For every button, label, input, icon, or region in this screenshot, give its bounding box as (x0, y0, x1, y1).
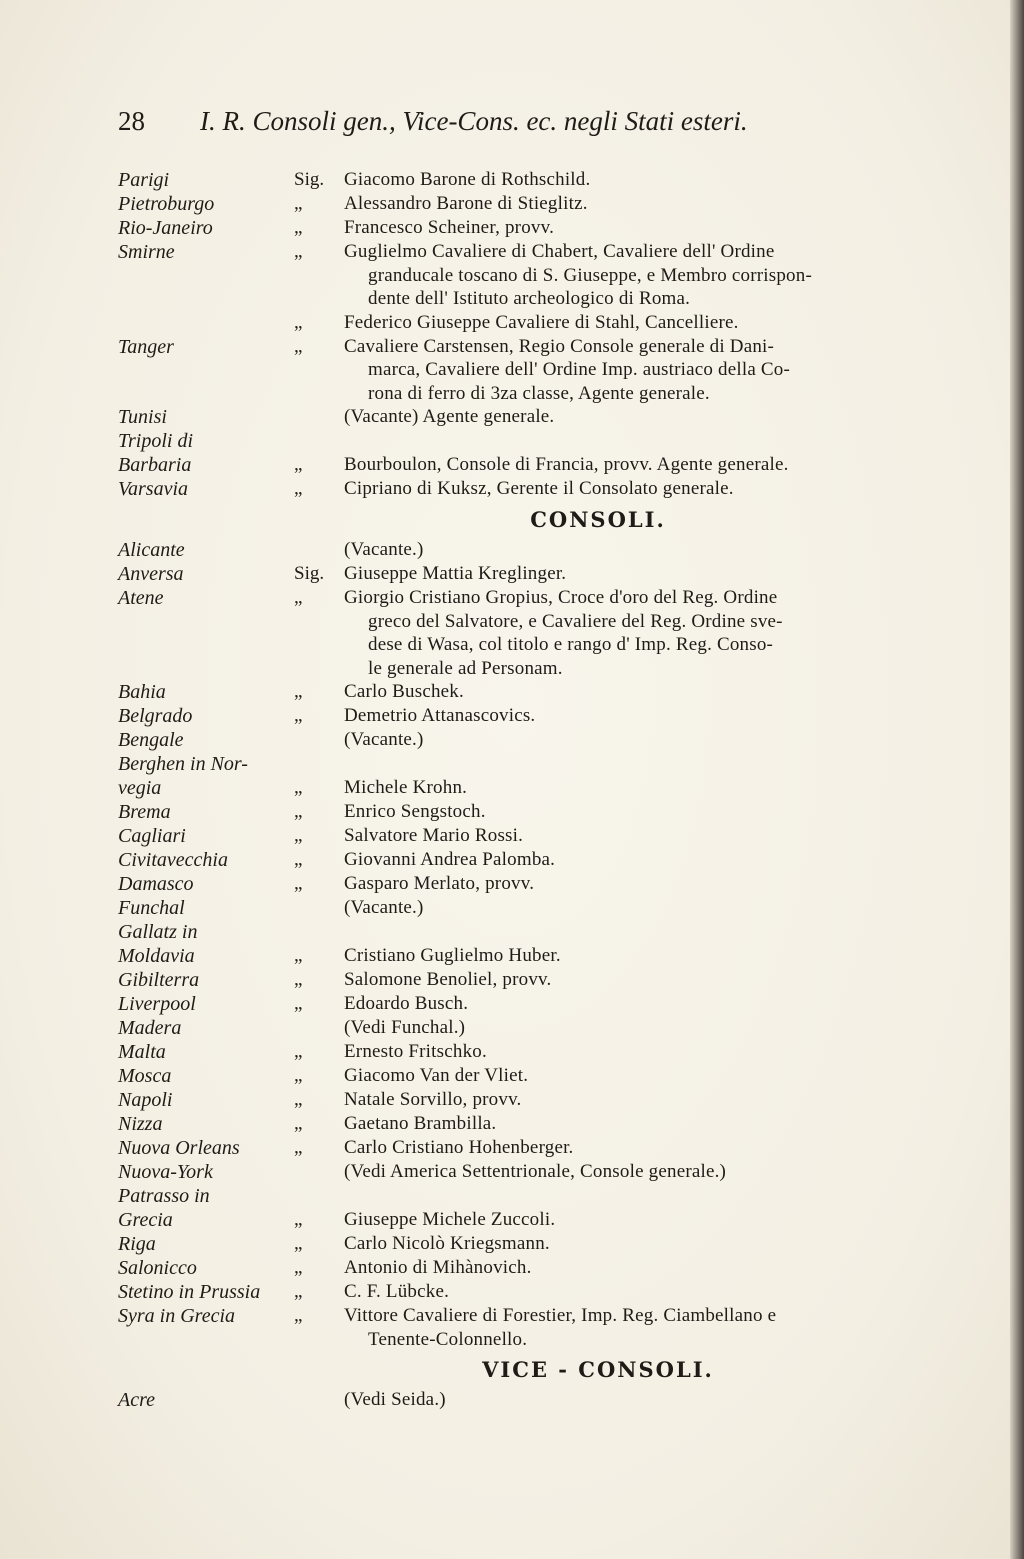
description-line: (Vacante.) (344, 729, 424, 750)
entry-description (344, 240, 944, 311)
running-title: I. R. Consoli gen., Vice-Cons. ec. negli Stati esteri. (200, 106, 748, 136)
ditto-mark: „ (294, 478, 303, 499)
place-name: Barbaria (118, 454, 192, 476)
directory-entry (118, 800, 958, 824)
ditto-mark: „ (294, 1089, 303, 1110)
ditto-mark: „ (294, 587, 303, 608)
entry-description (344, 1160, 944, 1184)
entry-description (344, 1040, 944, 1064)
description-line: C. F. Lübcke. (344, 1281, 450, 1302)
directory-entry (118, 1160, 958, 1184)
entry-description (344, 872, 944, 896)
directory-entry (118, 335, 958, 406)
directory-list (118, 168, 958, 1412)
entry-description (344, 311, 944, 335)
description-line: Giacomo Van der Vliet. (344, 1065, 529, 1086)
place-name: Pietroburgo (118, 193, 215, 215)
place-name: Nizza (118, 1113, 163, 1135)
entry-description (344, 1304, 944, 1351)
description-line: Natale Sorvillo, provv. (344, 1089, 522, 1110)
ditto-mark: „ (294, 969, 303, 990)
entry-description (344, 704, 944, 728)
directory-entry (118, 1112, 958, 1136)
directory-entry (118, 896, 958, 920)
ditto-mark: „ (294, 1137, 303, 1158)
directory-entry (118, 477, 958, 501)
place-name: Damasco (118, 873, 194, 895)
description-line: (Vedi America Settentrionale, Console generale.) (344, 1161, 727, 1182)
description-line: greco del Salvatore, e Cavaliere del Reg. Ordine sve- (368, 610, 783, 632)
entry-description (344, 728, 944, 752)
directory-entry (118, 311, 958, 335)
place-name: Acre (118, 1389, 156, 1411)
directory-entry (118, 405, 958, 429)
description-line (344, 920, 944, 944)
ditto-mark: „ (294, 1041, 303, 1062)
description-line: Ernesto Fritschko. (344, 1041, 487, 1062)
directory-entry (118, 920, 958, 944)
entry-description (344, 992, 944, 1016)
description-line: Enrico Sengstoch. (344, 801, 486, 822)
page-number: 28 (118, 106, 145, 136)
entry-description (344, 453, 944, 477)
description-line (344, 429, 944, 453)
description-line: Giuseppe Mattia Kreglinger. (344, 563, 567, 584)
ditto-mark: „ (294, 1257, 303, 1278)
entry-description (344, 405, 944, 429)
directory-entry (118, 1256, 958, 1280)
description-line: Francesco Scheiner, provv. (344, 217, 555, 238)
ditto-mark: Sig. (294, 169, 325, 190)
entry-description (344, 562, 944, 586)
description-line: Bourboulon, Console di Francia, provv. Agente generale. (344, 454, 789, 475)
ditto-mark: „ (294, 873, 303, 894)
place-name: Smirne (118, 241, 175, 263)
directory-entry (118, 538, 958, 562)
entry-description (344, 477, 944, 501)
place-name: Varsavia (118, 478, 188, 500)
description-line: rona di ferro di 3za classe, Agente generale. (368, 382, 710, 404)
place-name: Civitavecchia (118, 849, 228, 871)
ditto-mark: „ (294, 193, 303, 214)
place-name: Liverpool (118, 993, 196, 1015)
description-line: Cavaliere Carstensen, Regio Console generale di Dani- (344, 335, 775, 357)
section-title: VICE - CONSOLI. (482, 1357, 714, 1382)
description-line: dese di Wasa, col titolo e rango d' Imp. Reg. Conso- (368, 634, 774, 655)
directory-entry (118, 1064, 958, 1088)
directory-entry (118, 192, 958, 216)
entry-description (344, 968, 944, 992)
entry-description (344, 429, 944, 453)
directory-entry (118, 216, 958, 240)
entry-description (344, 168, 944, 192)
place-name: Malta (118, 1041, 166, 1063)
place-name: Patrasso in (118, 1185, 210, 1207)
ditto-mark: „ (294, 1065, 303, 1086)
entry-description (344, 1388, 944, 1412)
ditto-mark: „ (294, 1281, 303, 1302)
entry-description (344, 1136, 944, 1160)
description-line: Salomone Benoliel, provv. (344, 969, 552, 990)
place-name: Bahia (118, 681, 166, 703)
place-name: Grecia (118, 1209, 173, 1231)
description-line: Antonio di Mihànovich. (344, 1257, 532, 1278)
directory-entry (118, 453, 958, 477)
directory-entry (118, 168, 958, 192)
description-line: Giorgio Cristiano Gropius, Croce d'oro del Reg. Ordine (344, 587, 778, 608)
place-name: Funchal (118, 897, 185, 919)
place-name: Alicante (118, 539, 185, 561)
entry-description (344, 1064, 944, 1088)
page-header (118, 106, 878, 146)
entry-description (344, 800, 944, 824)
description-line: Salvatore Mario Rossi. (344, 825, 524, 846)
description-line: (Vacante) Agente generale. (344, 406, 555, 427)
entry-description (344, 896, 944, 920)
entry-description (344, 680, 944, 704)
ditto-mark: Sig. (294, 563, 325, 584)
ditto-mark: „ (294, 454, 303, 475)
place-name: Gibilterra (118, 969, 200, 991)
entry-description (344, 1184, 944, 1208)
description-line: Federico Giuseppe Cavaliere di Stahl, Cancelliere. (344, 311, 739, 333)
description-line: (Vedi Funchal.) (344, 1017, 466, 1038)
entry-description (344, 586, 944, 680)
entry-description (344, 824, 944, 848)
description-line: Tenente-Colonnello. (368, 1328, 528, 1350)
description-line: (Vacante.) (344, 539, 424, 560)
place-name: Berghen in Nor- (118, 753, 248, 775)
ditto-mark: „ (294, 1233, 303, 1254)
place-name: Parigi (118, 169, 170, 191)
place-name: Gallatz in (118, 921, 198, 943)
place-name: Nuova Orleans (118, 1137, 240, 1159)
ditto-mark: „ (294, 1113, 303, 1134)
entry-description (344, 944, 944, 968)
place-name: Moldavia (118, 945, 195, 967)
entry-description (344, 1112, 944, 1136)
description-line: Cipriano di Kuksz, Gerente il Consolato generale. (344, 478, 734, 499)
place-name: Brema (118, 801, 171, 823)
entry-description (344, 776, 944, 800)
description-line: marca, Cavaliere dell' Ordine Imp. austriaco della Co- (368, 359, 791, 380)
place-name: Tanger (118, 335, 174, 358)
page-edge-shadow (1010, 0, 1024, 1559)
description-line: Alessandro Barone di Stieglitz. (344, 193, 588, 214)
ditto-mark: „ (294, 335, 303, 357)
place-name: Nuova-York (118, 1161, 213, 1183)
entry-description (344, 216, 944, 240)
description-line: Gasparo Merlato, provv. (344, 873, 535, 894)
ditto-mark: „ (294, 993, 303, 1014)
ditto-mark: „ (294, 945, 303, 966)
place-name: Syra in Grecia (118, 1305, 236, 1327)
entry-description (344, 1088, 944, 1112)
entry-description (344, 1016, 944, 1040)
place-name: Stetino in Prussia (118, 1281, 261, 1303)
directory-entry (118, 586, 958, 680)
ditto-mark: „ (294, 311, 303, 333)
place-name: Anversa (118, 563, 184, 585)
description-line: Guglielmo Cavaliere di Chabert, Cavaliere dell' Ordine (344, 241, 775, 262)
section-title: CONSOLI. (530, 507, 666, 532)
directory-entry (118, 429, 958, 453)
description-line: Carlo Cristiano Hohenberger. (344, 1137, 574, 1158)
place-name: Bengale (118, 729, 184, 751)
place-name: Cagliari (118, 825, 186, 847)
ditto-mark: „ (294, 705, 303, 726)
description-line: (Vacante.) (344, 897, 424, 918)
directory-entry (118, 562, 958, 586)
directory-entry (118, 776, 958, 800)
directory-entry (118, 1088, 958, 1112)
entry-description (344, 192, 944, 216)
directory-entry (118, 872, 958, 896)
description-line: Gaetano Brambilla. (344, 1113, 497, 1134)
place-name: Mosca (118, 1065, 172, 1087)
place-name: Atene (118, 587, 164, 609)
description-line: Edoardo Busch. (344, 993, 469, 1014)
entry-description (344, 1256, 944, 1280)
entry-description (344, 335, 944, 406)
description-line: Demetrio Attanascovics. (344, 705, 536, 726)
description-line: Cristiano Guglielmo Huber. (344, 945, 561, 966)
description-line: Carlo Buschek. (344, 681, 464, 702)
directory-entry (118, 240, 958, 311)
directory-entry (118, 1304, 958, 1351)
directory-entry (118, 944, 958, 968)
ditto-mark: „ (294, 217, 303, 238)
place-name: vegia (118, 777, 162, 799)
description-line: Giacomo Barone di Rothschild. (344, 169, 591, 190)
description-line: dente dell' Istituto archeologico di Roma. (368, 288, 691, 309)
entry-description (344, 1208, 944, 1232)
place-name: Rio-Janeiro (118, 217, 213, 239)
directory-entry (118, 704, 958, 728)
ditto-mark: „ (294, 825, 303, 846)
entry-description (344, 848, 944, 872)
entry-description (344, 538, 944, 562)
directory-entry (118, 848, 958, 872)
directory-entry (118, 1016, 958, 1040)
entry-description (344, 1280, 944, 1304)
ditto-mark: „ (294, 849, 303, 870)
place-name: Salonicco (118, 1257, 197, 1279)
ditto-mark: „ (294, 681, 303, 702)
place-name: Napoli (118, 1089, 173, 1111)
description-line: Giuseppe Michele Zuccoli. (344, 1209, 556, 1230)
directory-entry (118, 992, 958, 1016)
directory-entry (118, 1040, 958, 1064)
directory-entry (118, 1388, 958, 1412)
ditto-mark: „ (294, 241, 303, 262)
description-line: Giovanni Andrea Palomba. (344, 849, 556, 870)
directory-entry (118, 824, 958, 848)
directory-entry (118, 680, 958, 704)
description-line: le generale ad Personam. (368, 657, 563, 679)
place-name: Riga (118, 1233, 156, 1255)
place-name: Belgrado (118, 705, 193, 727)
directory-entry (118, 1232, 958, 1256)
description-line: granducale toscano di S. Giuseppe, e Membro corrispon- (368, 264, 812, 286)
description-line (344, 1184, 944, 1208)
directory-entry (118, 728, 958, 752)
entry-description (344, 1232, 944, 1256)
ditto-mark: „ (294, 1305, 303, 1326)
ditto-mark: „ (294, 777, 303, 798)
directory-entry (118, 1136, 958, 1160)
entry-description (344, 920, 944, 944)
directory-entry (118, 1184, 958, 1208)
directory-entry (118, 1280, 958, 1304)
description-line: (Vedi Seida.) (344, 1389, 446, 1410)
directory-entry (118, 968, 958, 992)
directory-entry (118, 752, 958, 776)
description-line: Vittore Cavaliere di Forestier, Imp. Reg. Ciambellano e (344, 1305, 777, 1326)
description-line: Carlo Nicolò Kriegsmann. (344, 1233, 550, 1254)
entry-description (344, 752, 944, 776)
ditto-mark: „ (294, 1209, 303, 1230)
directory-entry (118, 1208, 958, 1232)
description-line (344, 752, 944, 776)
ditto-mark: „ (294, 801, 303, 822)
place-name: Tunisi (118, 406, 167, 428)
place-name: Madera (118, 1017, 182, 1039)
place-name: Tripoli di (118, 430, 194, 452)
description-line: Michele Krohn. (344, 777, 468, 798)
